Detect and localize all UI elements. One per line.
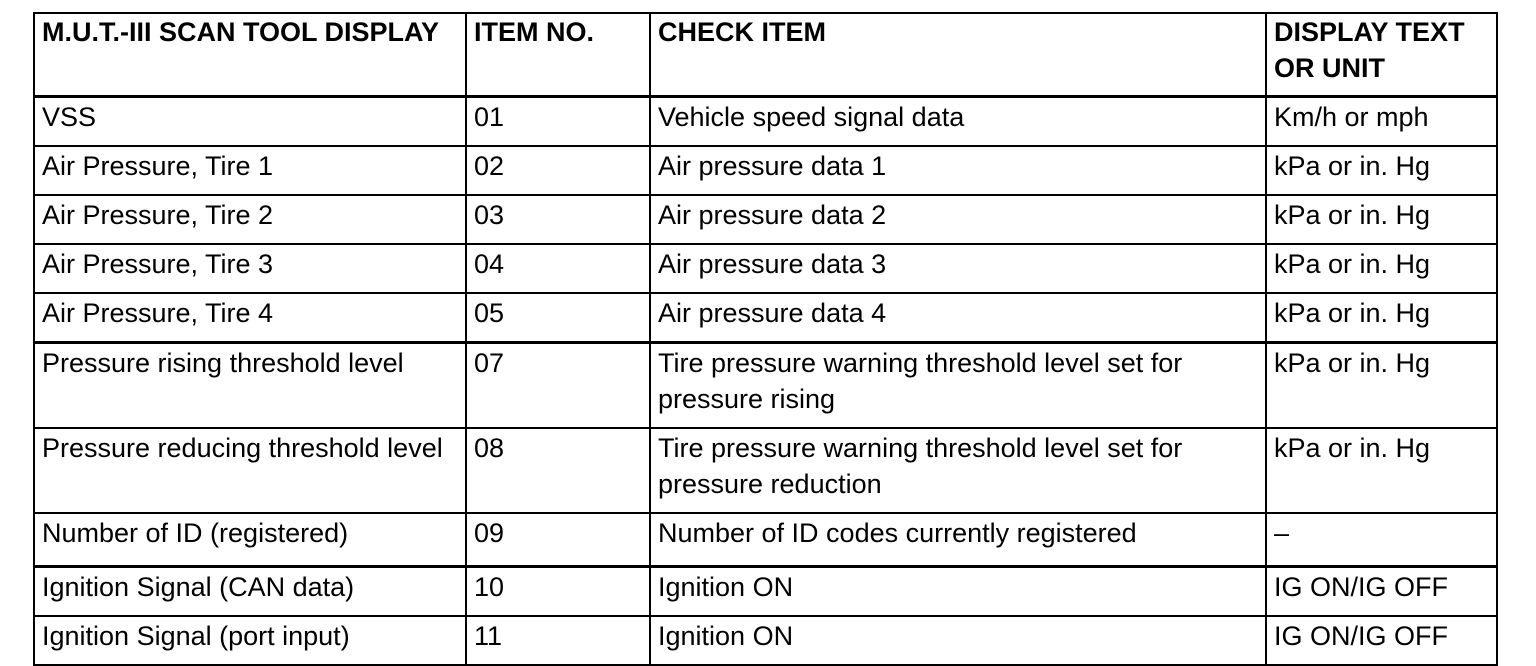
- cell-scan-tool-display: VSS: [34, 97, 466, 147]
- cell-check-item: Air pressure data 1: [650, 146, 1266, 195]
- cell-item-no: 08: [466, 428, 650, 513]
- cell-scan-tool-display: Air Pressure, Tire 2: [34, 195, 466, 244]
- cell-item-no: 03: [466, 195, 650, 244]
- cell-item-no: 09: [466, 513, 650, 567]
- cell-scan-tool-display: Air Pressure, Tire 4: [34, 293, 466, 343]
- cell-display-unit: IG ON/IG OFF: [1266, 616, 1497, 665]
- cell-check-item: Number of ID codes currently registered: [650, 513, 1266, 567]
- table-row: [34, 195, 1497, 244]
- cell-item-no: 02: [466, 146, 650, 195]
- cell-display-unit: kPa or in. Hg: [1266, 244, 1497, 293]
- cell-scan-tool-display: Air Pressure, Tire 3: [34, 244, 466, 293]
- cell-check-item: Tire pressure warning threshold level set for pressure reduction: [650, 428, 1266, 513]
- cell-display-unit: Km/h or mph: [1266, 97, 1497, 147]
- table-row: [34, 428, 1497, 513]
- table-row: [34, 293, 1497, 343]
- cell-display-unit: IG ON/IG OFF: [1266, 567, 1497, 617]
- cell-item-no: 01: [466, 97, 650, 147]
- table-row: [34, 146, 1497, 195]
- cell-check-item: Ignition ON: [650, 567, 1266, 617]
- cell-check-item: Vehicle speed signal data: [650, 97, 1266, 147]
- cell-scan-tool-display: Air Pressure, Tire 1: [34, 146, 466, 195]
- cell-item-no: 10: [466, 567, 650, 617]
- cell-display-unit: kPa or in. Hg: [1266, 293, 1497, 343]
- cell-item-no: 11: [466, 616, 650, 665]
- table-row: [34, 244, 1497, 293]
- cell-scan-tool-display: Ignition Signal (CAN data): [34, 567, 466, 617]
- header-check-item: CHECK ITEM: [650, 13, 1266, 97]
- table-row: [34, 97, 1497, 147]
- cell-item-no: 04: [466, 244, 650, 293]
- cell-scan-tool-display: Pressure rising threshold level: [34, 343, 466, 429]
- header-scan-tool-display: M.U.T.-III SCAN TOOL DISPLAY: [34, 13, 466, 97]
- header-item-no: ITEM NO.: [466, 13, 650, 97]
- cell-check-item: Air pressure data 2: [650, 195, 1266, 244]
- cell-scan-tool-display: Number of ID (registered): [34, 513, 466, 567]
- table-row: [34, 343, 1497, 429]
- cell-check-item: Ignition ON: [650, 616, 1266, 665]
- cell-scan-tool-display: Pressure reducing threshold level: [34, 428, 466, 513]
- scan-tool-data-table: [33, 12, 1498, 666]
- cell-item-no: 05: [466, 293, 650, 343]
- table-row: [34, 567, 1497, 617]
- table-header-row: [34, 13, 1497, 97]
- table-row: [34, 513, 1497, 567]
- cell-check-item: Tire pressure warning threshold level set for pressure rising: [650, 343, 1266, 429]
- cell-scan-tool-display: Ignition Signal (port input): [34, 616, 466, 665]
- cell-item-no: 07: [466, 343, 650, 429]
- cell-display-unit: kPa or in. Hg: [1266, 343, 1497, 429]
- header-display-text-or-unit: DISPLAY TEXT OR UNIT: [1266, 13, 1497, 97]
- cell-check-item: Air pressure data 4: [650, 293, 1266, 343]
- cell-display-unit: kPa or in. Hg: [1266, 146, 1497, 195]
- cell-display-unit: kPa or in. Hg: [1266, 195, 1497, 244]
- cell-display-unit: –: [1266, 513, 1497, 567]
- cell-display-unit: kPa or in. Hg: [1266, 428, 1497, 513]
- cell-check-item: Air pressure data 3: [650, 244, 1266, 293]
